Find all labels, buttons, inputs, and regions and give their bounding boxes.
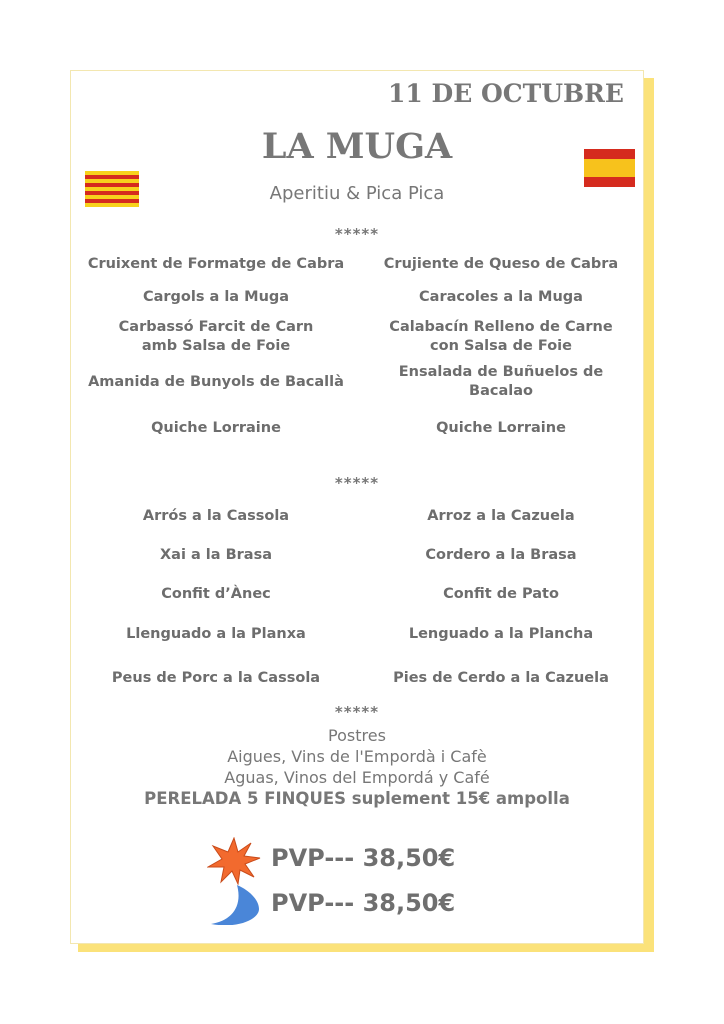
moon-icon (209, 883, 261, 925)
spanish-flag-icon (584, 149, 635, 187)
price-label: PVP--- 38,50€ (271, 844, 456, 872)
drinks-spanish: Aguas, Vinos del Empordá y Café (224, 768, 490, 787)
main-es: Cordero a la Brasa (425, 547, 577, 563)
wine-supplement (71, 788, 643, 809)
main-es: Lenguado a la Plancha (408, 626, 594, 642)
starter-es: Ensalada de Buñuelos de Bacalao (398, 364, 604, 399)
sun-star-icon (207, 837, 261, 885)
drinks-catalan: Aigues, Vins de l'Empordà i Cafè (227, 747, 487, 766)
separator: ***** (334, 225, 380, 243)
menu-card (70, 70, 644, 944)
starter-ca: Quiche Lorraine (151, 420, 281, 436)
starter-es: Quiche Lorraine (436, 420, 566, 436)
catalan-flag-icon (85, 171, 139, 207)
starter-es: Caracoles a la Muga (419, 289, 583, 305)
menu-date: 11 DE OCTUBRE (388, 79, 624, 108)
menu-subtitle: Aperitiu & Pica Pica (269, 183, 445, 204)
main-ca: Llenguado a la Planxa (126, 626, 306, 642)
starter-es: Crujiente de Queso de Cabra (383, 256, 619, 272)
separator: ***** (334, 703, 380, 721)
restaurant-title: LA MUGA (261, 126, 453, 167)
desserts-label: Postres (328, 726, 386, 745)
starter-ca: Amanida de Bunyols de Bacallà (88, 374, 344, 390)
separator: ***** (334, 474, 380, 492)
main-ca: Xai a la Brasa (159, 547, 273, 563)
main-ca: Confit d’Ànec (161, 586, 271, 602)
main-es: Confit de Pato (443, 586, 559, 602)
main-es: Pies de Cerdo a la Cazuela (393, 670, 609, 686)
main-es: Arroz a la Cazuela (427, 508, 575, 524)
starter-ca: Cruixent de Formatge de Cabra (87, 256, 345, 272)
main-ca: Peus de Porc a la Cassola (111, 670, 321, 686)
starter-ca: Carbassó Farcit de Carn amb Salsa de Foie (118, 319, 314, 354)
starter-es: Calabacín Relleno de Carne con Salsa de Foie (389, 319, 613, 354)
wine-supplement-text: PERELADA 5 FINQUES suplement 15€ ampolla (144, 789, 570, 808)
main-ca: Arrós a la Cassola (142, 508, 290, 524)
price-label: PVP--- 38,50€ (271, 889, 456, 917)
starter-ca: Cargols a la Muga (142, 289, 290, 305)
